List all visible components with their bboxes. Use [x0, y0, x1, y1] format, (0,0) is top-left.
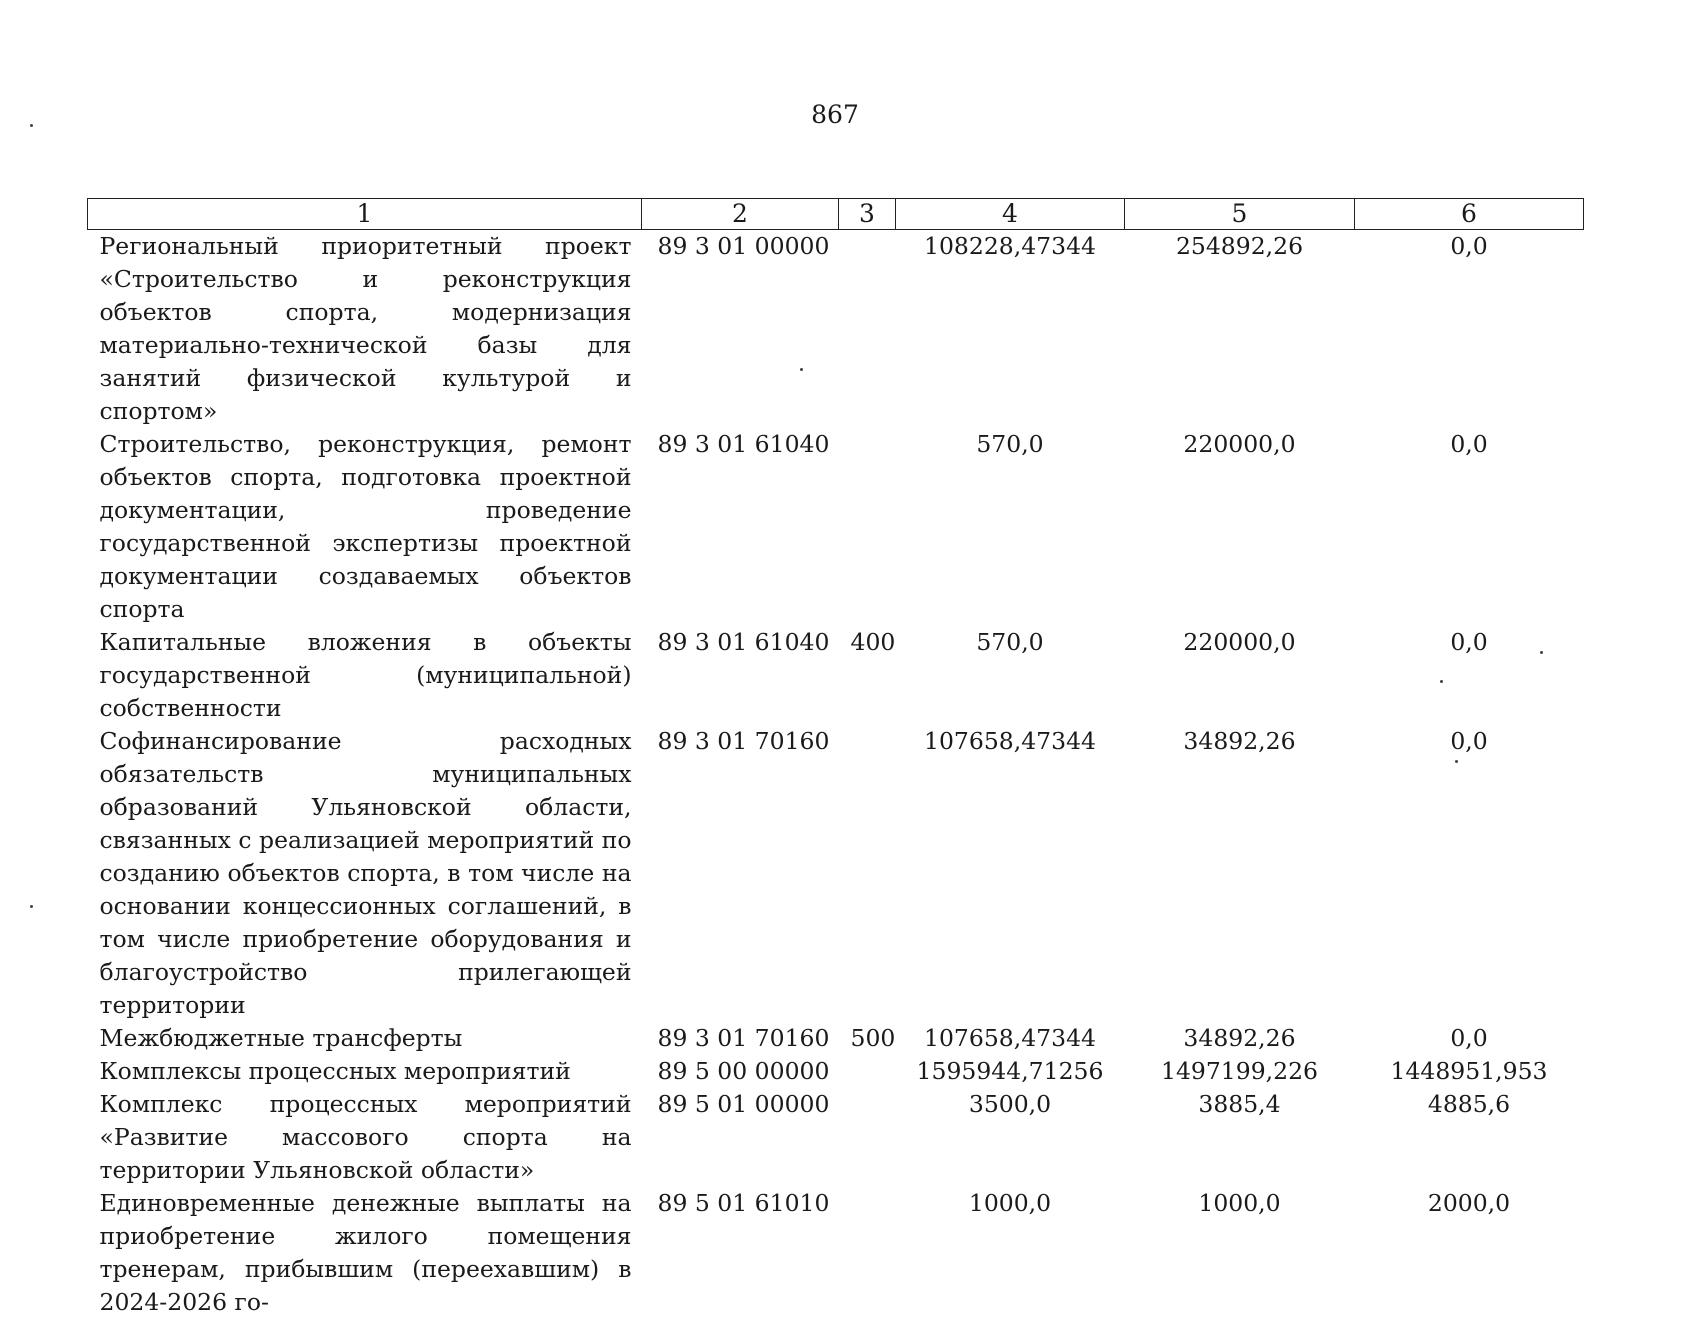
row-expense-type — [839, 1055, 896, 1088]
row-name: Региональный приоритетный проект «Строительство и реконструкция объектов спорта, модернизация материально-технической базы для занятий физической культурой и спортом» — [99, 232, 632, 425]
row-value-col5: 3885,4 — [1198, 1090, 1281, 1118]
row-code: 89 5 00 00000 — [657, 1057, 830, 1085]
row-expense-type — [839, 725, 896, 1022]
table-row — [88, 1187, 1584, 1319]
page-number: 867 — [811, 100, 859, 129]
row-expense-type — [839, 428, 896, 626]
row-value-col4: 570,0 — [976, 430, 1044, 458]
row-expense-type: 400 — [850, 628, 896, 656]
row-code: 89 3 01 70160 — [657, 1024, 830, 1052]
row-value-col4: 107658,47344 — [924, 727, 1096, 755]
row-code: 89 3 01 61040 — [657, 430, 830, 458]
row-value-col4: 1595944,71256 — [916, 1057, 1104, 1085]
scan-speck — [1440, 680, 1443, 683]
row-code: 89 3 01 61040 — [657, 628, 830, 656]
table-row — [88, 1022, 1584, 1055]
row-value-col6: 4885,6 — [1427, 1090, 1511, 1118]
row-name: Строительство, реконструкция, ремонт объектов спорта, подготовка проектной документации, проведение государственной экспертизы проектной документации создаваемых объектов спорта — [99, 430, 632, 623]
row-code: 89 3 01 70160 — [657, 727, 830, 755]
row-value-col4: 108228,47344 — [924, 232, 1096, 260]
table-row — [88, 725, 1584, 1022]
table-row — [88, 626, 1584, 725]
row-name: Софинансирование расходных обязательств муниципальных образований Ульяновской области, связанных с реализацией мероприятий по созданию объектов спорта, в том числе на основании концессионных соглашений, в том числе приобретение оборудования и благоустройство прилегающей территории — [99, 727, 632, 1019]
row-value-col6: 2000,0 — [1427, 1189, 1511, 1217]
row-expense-type: 500 — [850, 1024, 896, 1052]
column-header-3: 3 — [839, 199, 896, 230]
scan-speck — [30, 905, 33, 908]
row-value-col6: 0,0 — [1450, 430, 1488, 458]
row-code: 89 3 01 00000 — [657, 232, 830, 260]
table-row — [88, 428, 1584, 626]
row-value-col5: 34892,26 — [1183, 1024, 1296, 1052]
row-name: Единовременные денежные выплаты на приобретение жилого помещения тренерам, прибывшим (переехавшим) в 2024-2026 го- — [99, 1189, 632, 1316]
column-header-1: 1 — [88, 199, 642, 230]
row-value-col4: 3500,0 — [968, 1090, 1052, 1118]
row-value-col5: 1000,0 — [1198, 1189, 1281, 1217]
row-value-col6: 1448951,953 — [1390, 1057, 1548, 1085]
row-code: 89 5 01 61010 — [657, 1189, 830, 1217]
row-value-col6: 0,0 — [1450, 232, 1488, 260]
row-value-col6: 0,0 — [1450, 628, 1488, 656]
column-header-2: 2 — [642, 199, 839, 230]
table-row — [88, 1055, 1584, 1088]
row-expense-type — [839, 1187, 896, 1319]
table-row — [88, 230, 1584, 429]
column-header-5: 5 — [1125, 199, 1355, 230]
row-code: 89 5 01 00000 — [657, 1090, 830, 1118]
column-header-6: 6 — [1355, 199, 1584, 230]
row-value-col4: 1000,0 — [968, 1189, 1052, 1217]
row-name: Комплексы процессных мероприятий — [99, 1057, 571, 1085]
scan-speck — [1540, 651, 1543, 654]
row-value-col5: 220000,0 — [1183, 628, 1296, 656]
row-value-col5: 1497199,226 — [1161, 1057, 1318, 1085]
scan-speck — [30, 124, 33, 127]
row-value-col4: 570,0 — [976, 628, 1044, 656]
row-expense-type — [839, 1088, 896, 1187]
table-row — [88, 1088, 1584, 1187]
row-name: Комплекс процессных мероприятий «Развитие массового спорта на территории Ульяновской области» — [99, 1090, 632, 1184]
row-value-col5: 34892,26 — [1183, 727, 1296, 755]
scan-speck — [800, 368, 803, 371]
row-expense-type — [839, 230, 896, 429]
budget-table — [87, 198, 1584, 1319]
header-row — [88, 199, 1584, 230]
row-name: Капитальные вложения в объекты государственной (муниципальной) собственности — [99, 628, 632, 722]
row-value-col4: 107658,47344 — [924, 1024, 1096, 1052]
row-value-col6: 0,0 — [1450, 1024, 1488, 1052]
row-value-col5: 254892,26 — [1175, 232, 1304, 260]
column-header-4: 4 — [896, 199, 1125, 230]
row-value-col6: 0,0 — [1450, 727, 1488, 755]
row-value-col5: 220000,0 — [1183, 430, 1296, 458]
row-name: Межбюджетные трансферты — [99, 1024, 463, 1052]
scan-speck — [1455, 760, 1458, 763]
